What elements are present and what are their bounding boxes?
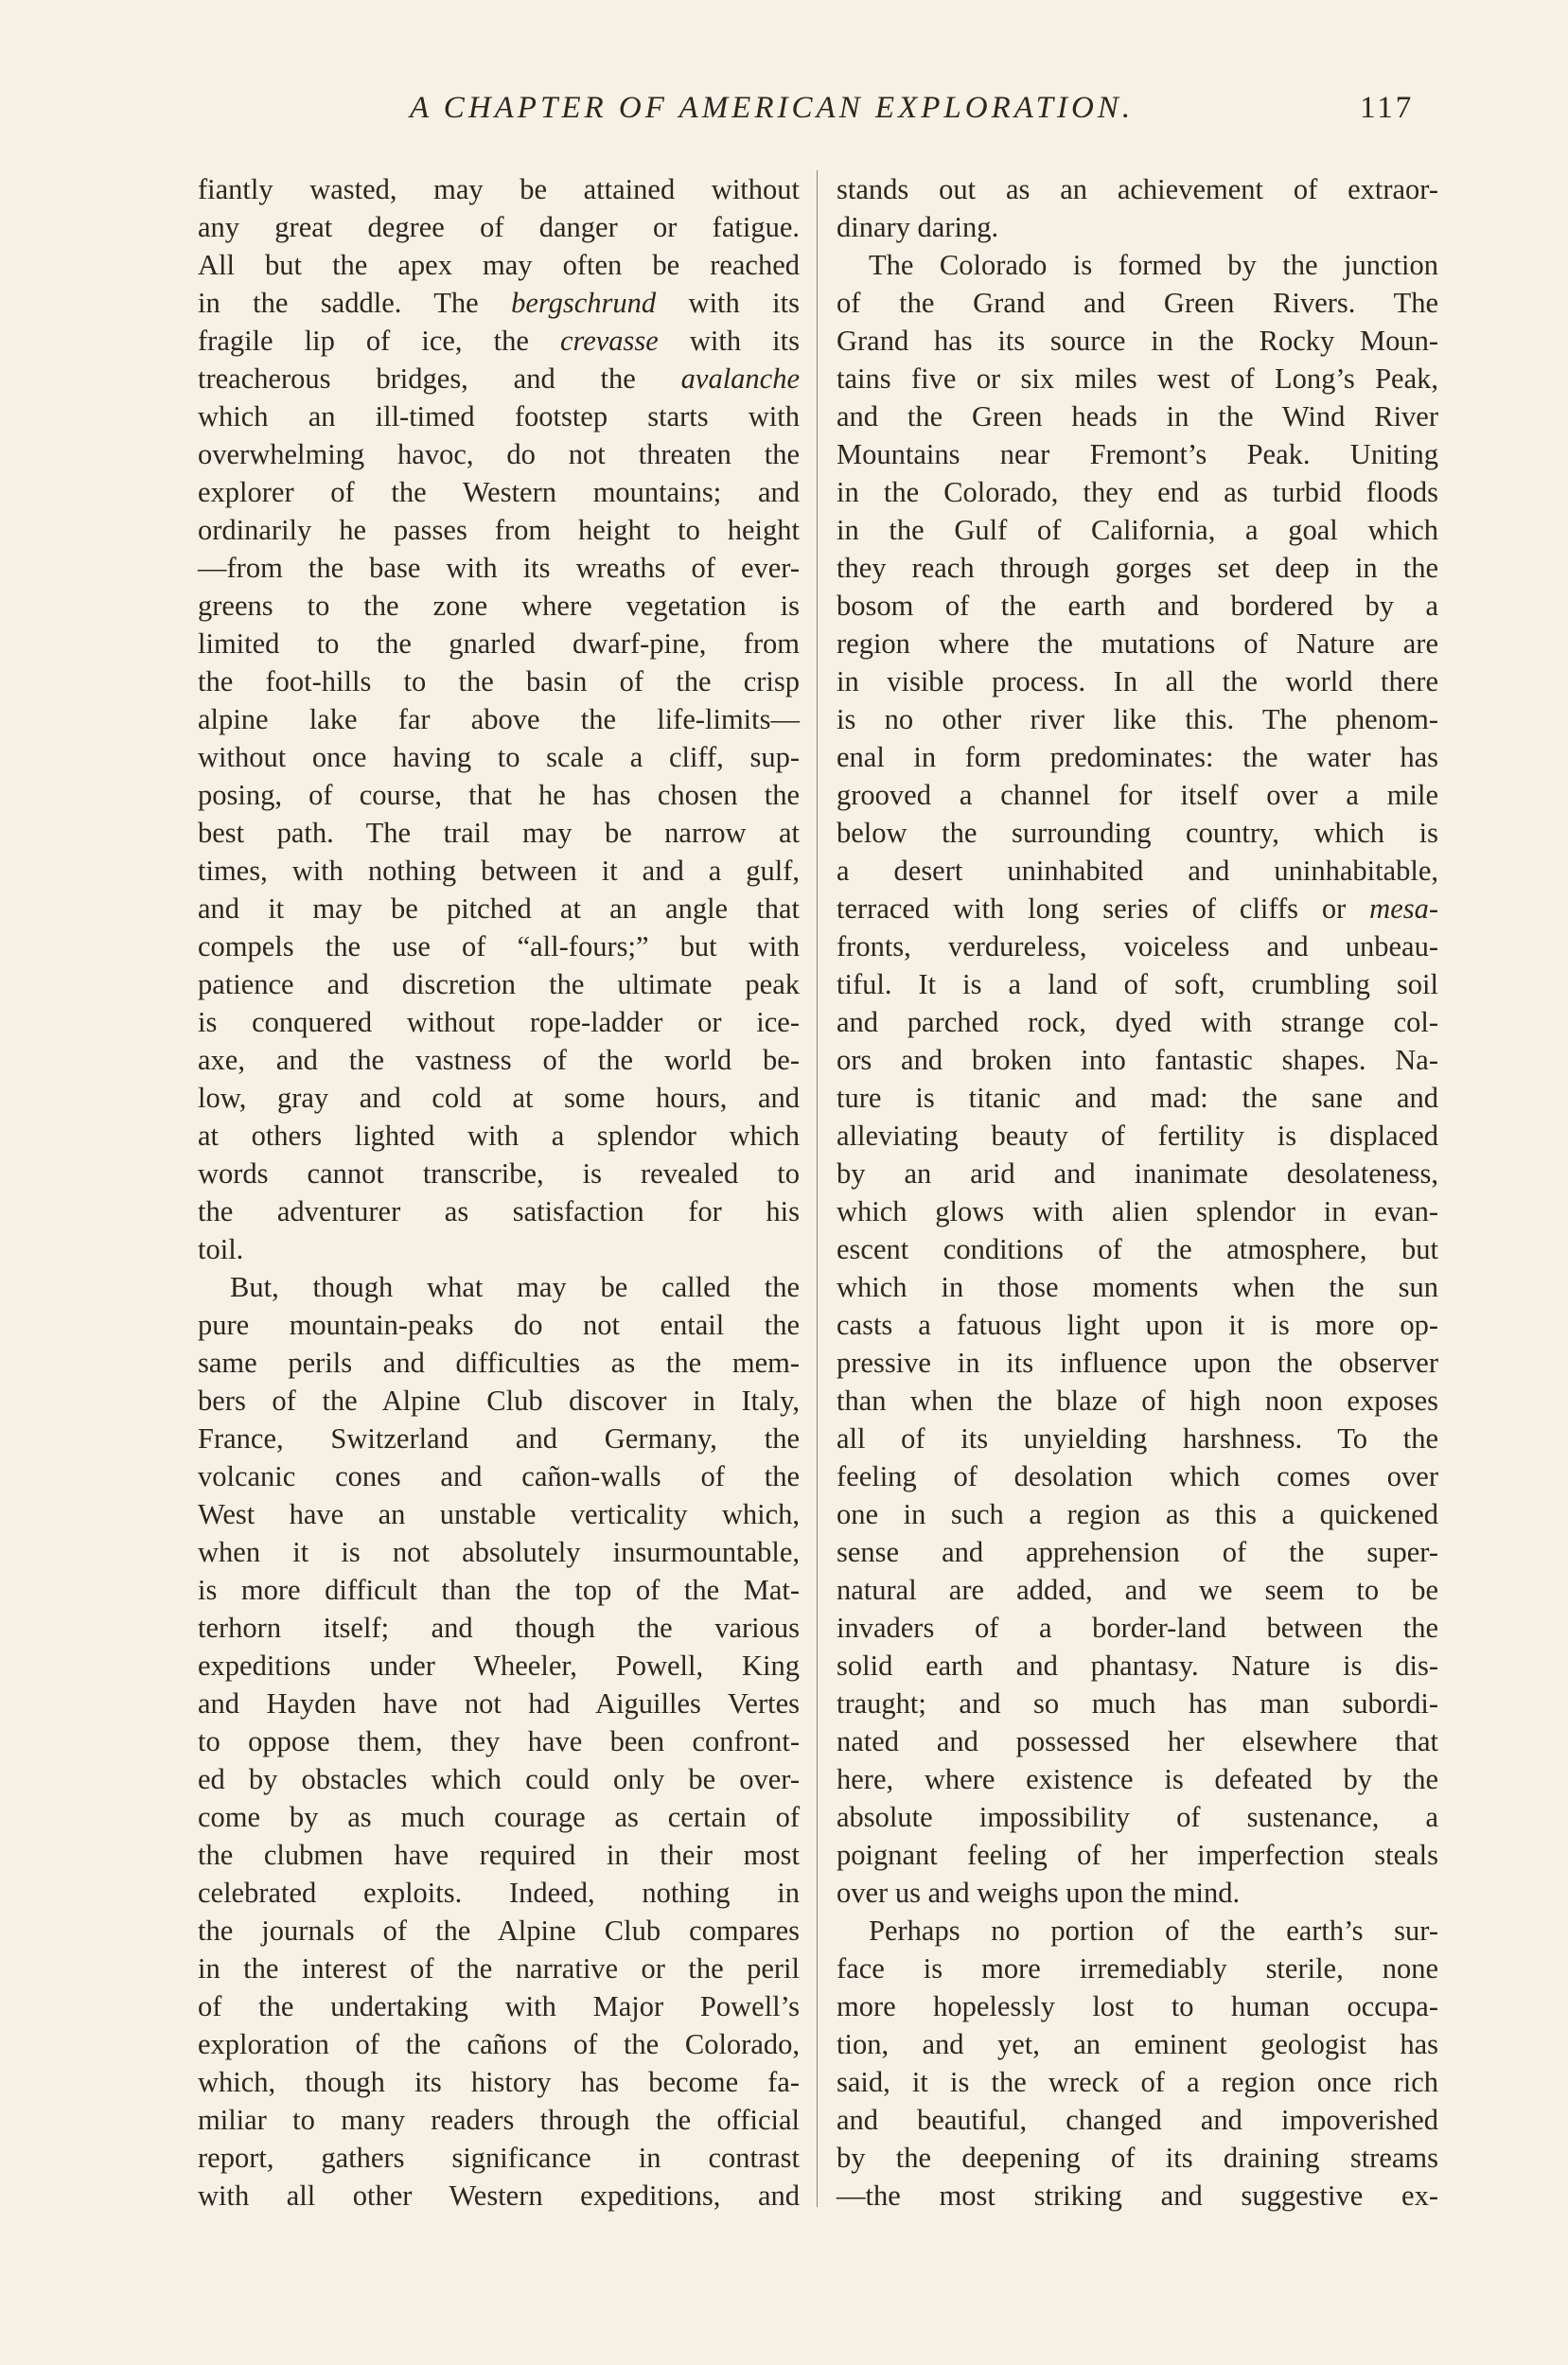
text-segment: solid earth and phantasy. Nature is dis- <box>837 1650 1438 1682</box>
text-line <box>198 473 800 511</box>
text-line <box>837 965 1438 1003</box>
text-segment: times, with nothing between it and a gulf, <box>198 855 800 887</box>
text-segment: Mountains near Fremont’s Peak. Uniting <box>837 438 1438 470</box>
text-line <box>837 1722 1438 1760</box>
text-segment: escent conditions of the atmosphere, but <box>837 1233 1438 1265</box>
text-line <box>837 511 1438 549</box>
text-line <box>198 927 800 965</box>
text-segment: tion, and yet, an eminent geologist has <box>837 2028 1438 2060</box>
text-segment: overwhelming havoc, do not threaten the <box>198 438 800 470</box>
text-segment: best path. The trail may be narrow at <box>198 817 800 849</box>
text-segment: and parched rock, dyed with strange col- <box>837 1006 1438 1038</box>
text-line <box>198 587 800 625</box>
text-segment: posing, of course, that he has chosen the <box>198 779 800 811</box>
text-segment: which an ill-timed footstep starts with <box>198 400 800 432</box>
text-line <box>198 1609 800 1647</box>
text-segment: enal in form predominates: the water has <box>837 741 1438 773</box>
text-line <box>837 1192 1438 1230</box>
text-segment: nated and possessed her elsewhere that <box>837 1725 1438 1757</box>
text-segment: miliar to many readers through the official <box>198 2104 800 2136</box>
text-line <box>198 2025 800 2063</box>
text-line <box>837 1041 1438 1079</box>
text-segment: France, Switzerland and Germany, the <box>198 1422 800 1455</box>
text-line <box>198 1647 800 1685</box>
text-segment: one in such a region as this a quickened <box>837 1498 1438 1530</box>
text-segment: to oppose them, they have been confront- <box>198 1725 800 1757</box>
text-segment: Grand has its source in the Rocky Moun- <box>837 325 1438 357</box>
text-segment: is conquered without rope-ladder or ice- <box>198 1006 800 1038</box>
text-line <box>837 1685 1438 1722</box>
text-line <box>837 776 1438 814</box>
text-line <box>198 322 800 360</box>
text-segment: treacherous bridges, and the <box>198 362 636 395</box>
text-line <box>198 397 800 435</box>
text-line <box>198 852 800 890</box>
text-line <box>198 360 800 397</box>
text-line <box>198 1041 800 1079</box>
text-line <box>198 246 800 284</box>
text-segment: poignant feeling of her imperfection steals <box>837 1839 1438 1871</box>
text-line <box>198 1079 800 1117</box>
text-line <box>837 1155 1438 1192</box>
text-segment: all of its unyielding harshness. To the <box>837 1422 1438 1455</box>
text-line <box>198 1798 800 1836</box>
text-segment: terraced with long series of cliffs or <box>837 892 1347 925</box>
text-line <box>837 1987 1438 2025</box>
text-segment: pure mountain-peaks do not entail the <box>198 1309 800 1341</box>
text-line <box>837 1950 1438 1987</box>
text-segment: by the deepening of its draining streams <box>837 2142 1438 2174</box>
text-segment: is no other river like this. The phenom- <box>837 703 1438 735</box>
text-segment: dinary daring. <box>837 211 999 243</box>
text-line <box>837 2101 1438 2139</box>
text-line <box>198 1003 800 1041</box>
text-line <box>198 2139 800 2177</box>
text-segment: and the Green heads in the Wind River <box>837 400 1438 432</box>
text-segment: expeditions under Wheeler, Powell, King <box>198 1650 800 1682</box>
text-segment: pressive in its influence upon the observer <box>837 1347 1438 1379</box>
text-segment: which in those moments when the sun <box>837 1271 1438 1303</box>
text-segment: and beautiful, changed and impoverished <box>837 2104 1438 2136</box>
text-segment: which glows with alien splendor in evan- <box>837 1195 1438 1227</box>
text-line <box>198 1533 800 1571</box>
right-text-column <box>837 170 1438 2215</box>
text-line <box>198 776 800 814</box>
italic-term: mesa- <box>1369 892 1439 925</box>
text-segment: come by as much courage as certain of <box>198 1801 800 1833</box>
text-line <box>837 625 1438 662</box>
text-segment: in the interest of the narrative or the peril <box>198 1952 800 1985</box>
text-line <box>837 1306 1438 1344</box>
text-segment: any great degree of danger or fatigue. <box>198 211 800 243</box>
text-segment: All but the apex may often be reached <box>198 249 800 281</box>
text-segment: of the Grand and Green Rivers. The <box>837 287 1438 319</box>
text-segment: grooved a channel for itself over a mile <box>837 779 1438 811</box>
text-segment: which, though its history has become fa- <box>198 2066 800 2098</box>
text-segment: fragile lip of ice, the <box>198 325 529 357</box>
text-segment: bosom of the earth and bordered by a <box>837 590 1438 622</box>
text-line <box>837 927 1438 965</box>
text-segment: —from the base with its wreaths of ever- <box>198 552 800 584</box>
text-line <box>198 965 800 1003</box>
text-segment: over us and weighs upon the mind. <box>837 1877 1241 1909</box>
text-line <box>198 1344 800 1382</box>
text-line <box>837 2025 1438 2063</box>
text-line <box>198 1192 800 1230</box>
text-line <box>837 1760 1438 1798</box>
text-segment: terhorn itself; and though the various <box>198 1612 800 1644</box>
text-segment: traught; and so much has man subordi- <box>837 1687 1438 1720</box>
text-line <box>198 1987 800 2025</box>
text-segment: face is more irremediably sterile, none <box>837 1952 1438 1985</box>
text-segment: a desert uninhabited and uninhabitable, <box>837 855 1438 887</box>
text-line <box>837 435 1438 473</box>
text-line <box>198 1874 800 1912</box>
text-segment: ors and broken into fantastic shapes. Na- <box>837 1044 1438 1076</box>
text-line <box>198 170 800 208</box>
text-line <box>837 473 1438 511</box>
text-segment: bers of the Alpine Club discover in Italy, <box>198 1385 800 1417</box>
text-segment: region where the mutations of Nature are <box>837 627 1438 660</box>
text-segment: at others lighted with a splendor which <box>198 1120 800 1152</box>
text-line <box>837 1003 1438 1041</box>
text-segment: by an arid and inanimate desolateness, <box>837 1157 1438 1190</box>
text-line <box>198 1155 800 1192</box>
page-number: 117 <box>1360 91 1415 125</box>
text-segment: the adventurer as satisfaction for his <box>198 1195 800 1227</box>
text-segment: sense and apprehension of the super- <box>837 1536 1438 1568</box>
text-line <box>198 1382 800 1420</box>
text-line <box>198 700 800 738</box>
text-line <box>198 284 800 322</box>
italic-term: avalanche <box>680 362 800 395</box>
text-line <box>837 1571 1438 1609</box>
text-segment: low, gray and cold at some hours, and <box>198 1082 800 1114</box>
text-segment: below the surrounding country, which is <box>837 817 1438 849</box>
text-segment: But, though what may be called the <box>230 1271 800 1303</box>
text-line <box>198 625 800 662</box>
text-segment: words cannot transcribe, is revealed to <box>198 1157 800 1190</box>
text-line <box>837 1798 1438 1836</box>
text-segment: toil. <box>198 1233 244 1265</box>
text-segment: and Hayden have not had Aiguilles Vertes <box>198 1687 800 1720</box>
text-segment: more hopelessly lost to human occupa- <box>837 1990 1438 2022</box>
text-segment: ed by obstacles which could only be over- <box>198 1763 800 1795</box>
text-line <box>837 2139 1438 2177</box>
text-segment: casts a fatuous light upon it is more op- <box>837 1309 1438 1341</box>
text-line <box>837 1647 1438 1685</box>
text-line <box>837 587 1438 625</box>
text-line <box>837 1609 1438 1647</box>
text-segment: when it is not absolutely insurmountable, <box>198 1536 800 1568</box>
text-line <box>198 1457 800 1495</box>
text-segment: and it may be pitched at an angle that <box>198 892 800 925</box>
text-line <box>198 1685 800 1722</box>
text-segment: compels the use of “all-fours;” but with <box>198 930 800 962</box>
text-line <box>198 1268 800 1306</box>
text-line <box>837 1230 1438 1268</box>
text-line <box>837 738 1438 776</box>
text-line <box>198 1912 800 1950</box>
text-segment: the foot-hills to the basin of the crisp <box>198 665 800 697</box>
text-segment: in the Gulf of California, a goal which <box>837 514 1438 546</box>
text-segment: tiful. It is a land of soft, crumbling soil <box>837 968 1438 1000</box>
text-line <box>837 360 1438 397</box>
text-segment: fiantly wasted, may be attained without <box>198 173 800 205</box>
text-segment: stands out as an achievement of extraor- <box>837 173 1438 205</box>
text-line <box>198 1950 800 1987</box>
text-segment: tains five or six miles west of Long’s Peak, <box>837 362 1438 395</box>
text-segment: limited to the gnarled dwarf-pine, from <box>198 627 800 660</box>
text-segment: same perils and difficulties as the mem- <box>198 1347 800 1379</box>
text-segment: with its <box>689 325 800 357</box>
text-line <box>837 1912 1438 1950</box>
running-head <box>0 91 1568 138</box>
text-segment: natural are added, and we seem to be <box>837 1574 1438 1606</box>
text-line <box>198 511 800 549</box>
text-segment: report, gathers significance in contrast <box>198 2142 800 2174</box>
text-line <box>837 814 1438 852</box>
italic-term: bergschrund <box>511 287 657 319</box>
text-segment: absolute impossibility of sustenance, a <box>837 1801 1438 1833</box>
text-line <box>198 662 800 700</box>
text-segment: of the undertaking with Major Powell’s <box>198 1990 800 2022</box>
text-line <box>198 549 800 587</box>
text-segment: here, where existence is defeated by the <box>837 1763 1438 1795</box>
text-line <box>837 1382 1438 1420</box>
text-line <box>837 1874 1438 1912</box>
text-line <box>198 435 800 473</box>
text-segment: ture is titanic and mad: the sane and <box>837 1082 1438 1114</box>
text-line <box>198 1306 800 1344</box>
text-segment: said, it is the wreck of a region once rich <box>837 2066 1438 2098</box>
text-line <box>837 2177 1438 2215</box>
text-segment: exploration of the cañons of the Colorado, <box>198 2028 800 2060</box>
text-line <box>198 1495 800 1533</box>
text-segment: greens to the zone where vegetation is <box>198 590 800 622</box>
text-line <box>198 2063 800 2101</box>
text-segment: with its <box>688 287 801 319</box>
text-line <box>837 1344 1438 1382</box>
text-line <box>837 1268 1438 1306</box>
text-line <box>198 1117 800 1155</box>
text-segment: explorer of the Western mountains; and <box>198 476 800 508</box>
text-line <box>837 700 1438 738</box>
text-line <box>198 890 800 927</box>
text-segment: the clubmen have required in their most <box>198 1839 800 1871</box>
text-segment: West have an unstable verticality which, <box>198 1498 800 1530</box>
text-segment: fronts, verdureless, voiceless and unbeau- <box>837 930 1438 962</box>
text-segment: without once having to scale a cliff, sup- <box>198 741 800 773</box>
text-segment: in visible process. In all the world there <box>837 665 1438 697</box>
text-line <box>837 322 1438 360</box>
text-segment: feeling of desolation which comes over <box>837 1460 1438 1492</box>
text-segment: is more difficult than the top of the Mat- <box>198 1574 800 1606</box>
text-segment: —the most striking and suggestive ex- <box>837 2180 1438 2212</box>
text-line <box>198 2177 800 2215</box>
text-line <box>198 1836 800 1874</box>
text-line <box>837 170 1438 208</box>
text-segment: The Colorado is formed by the junction <box>869 249 1438 281</box>
text-line <box>837 284 1438 322</box>
text-segment: they reach through gorges set deep in the <box>837 552 1438 584</box>
text-line <box>837 662 1438 700</box>
text-line <box>837 1836 1438 1874</box>
text-segment: with all other Western expeditions, and <box>198 2180 800 2212</box>
running-title: A CHAPTER OF AMERICAN EXPLORATION. <box>410 91 1135 125</box>
text-segment: in the saddle. The <box>198 287 479 319</box>
text-line <box>198 814 800 852</box>
text-line <box>837 397 1438 435</box>
text-line <box>837 549 1438 587</box>
italic-term: crevasse <box>559 325 659 357</box>
text-line <box>198 2101 800 2139</box>
text-line <box>198 1230 800 1268</box>
column-divider <box>817 170 818 2207</box>
text-line <box>837 1079 1438 1117</box>
text-segment: the journals of the Alpine Club compares <box>198 1915 800 1947</box>
text-segment: invaders of a border-land between the <box>837 1612 1438 1644</box>
text-line <box>198 1722 800 1760</box>
text-line <box>837 2063 1438 2101</box>
text-segment: alleviating beauty of fertility is displaced <box>837 1120 1438 1152</box>
text-segment: than when the blaze of high noon exposes <box>837 1385 1438 1417</box>
text-line <box>837 1420 1438 1457</box>
text-segment: ordinarily he passes from height to height <box>198 514 800 546</box>
text-line <box>198 1420 800 1457</box>
text-line <box>198 1760 800 1798</box>
text-segment: axe, and the vastness of the world be- <box>198 1044 800 1076</box>
left-text-column <box>198 170 800 2215</box>
text-segment: alpine lake far above the life-limits— <box>198 703 800 735</box>
text-segment: volcanic cones and cañon-walls of the <box>198 1460 800 1492</box>
text-line <box>837 208 1438 246</box>
text-segment: in the Colorado, they end as turbid floods <box>837 476 1438 508</box>
text-line <box>198 1571 800 1609</box>
text-line <box>198 208 800 246</box>
text-line <box>198 738 800 776</box>
text-line <box>837 1495 1438 1533</box>
text-line <box>837 852 1438 890</box>
text-line <box>837 246 1438 284</box>
text-segment: celebrated exploits. Indeed, nothing in <box>198 1877 800 1909</box>
text-line <box>837 890 1438 927</box>
text-line <box>837 1117 1438 1155</box>
text-segment: Perhaps no portion of the earth’s sur- <box>869 1915 1438 1947</box>
text-line <box>837 1533 1438 1571</box>
text-line <box>837 1457 1438 1495</box>
text-segment: patience and discretion the ultimate peak <box>198 968 800 1000</box>
